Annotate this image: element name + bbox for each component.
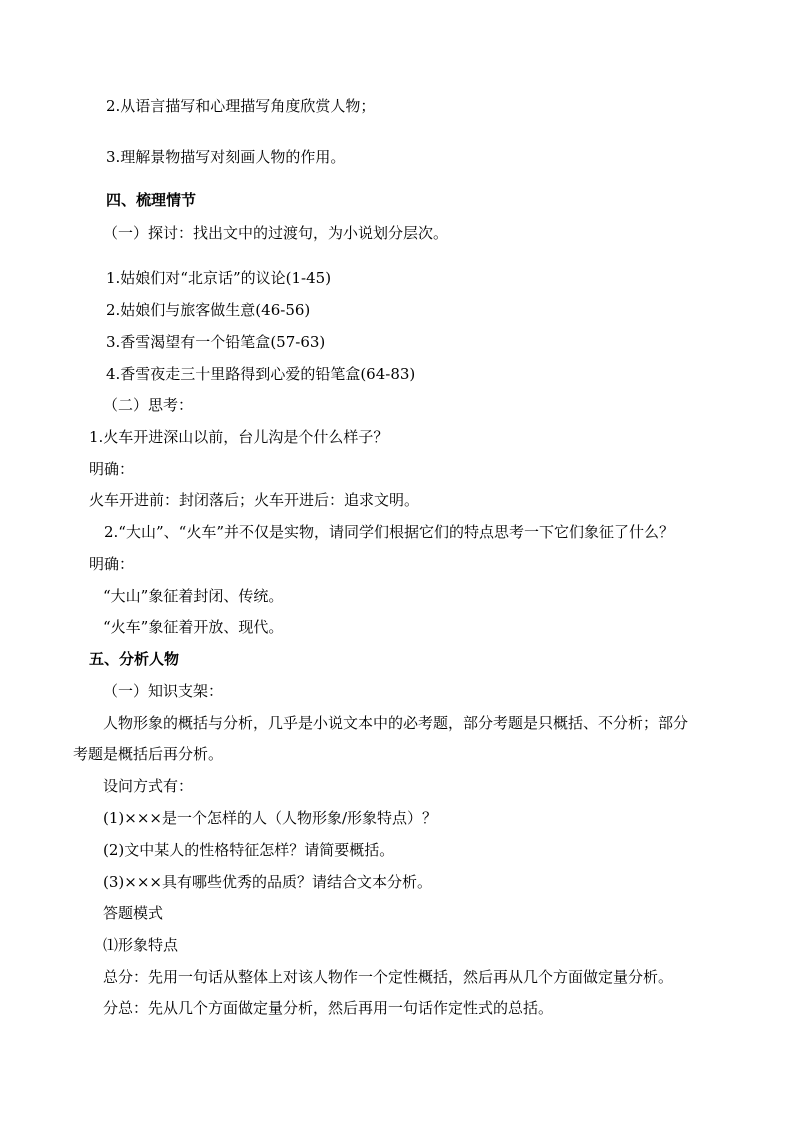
answer-mode-total-split: 总分：先用一句话从整体上对该人物作一个定性概括，然后再从几个方面做定量分析。	[103, 968, 674, 986]
answer-label-1: 明确：	[89, 460, 135, 478]
answer-1: 火车开进前：封闭落后；火车开进后：追求文明。	[89, 491, 420, 509]
answer-2a: “大山”象征着封闭、传统。	[103, 587, 284, 605]
section-heading-character: 五、分析人物	[89, 650, 180, 668]
question-style-1: (1)×××是一个怎样的人（人物形象/形象特点）？	[103, 809, 438, 827]
objective-3: 3.理解景物描写对刻画人物的作用。	[106, 148, 346, 166]
subheading-discuss: （一）探讨：找出文中的过渡句，为小说划分层次。	[103, 224, 449, 242]
plot-item-3: 3.香雪渴望有一个铅笔盒(57-63)	[106, 333, 326, 351]
answer-mode-label: 答题模式	[103, 904, 164, 922]
question-1: 1.火车开进深山以前，台儿沟是个什么样子？	[89, 428, 389, 446]
plot-item-2: 2.姑娘们与旅客做生意(46-56)	[106, 301, 311, 319]
question-style-2: (2)文中某人的性格特征怎样？请简要概括。	[103, 841, 395, 859]
question-styles-label: 设问方式有：	[103, 777, 194, 795]
answer-mode-item-1: ⑴形象特点	[103, 936, 179, 954]
subheading-think: （二）思考：	[103, 396, 194, 414]
answer-label-2: 明确：	[89, 555, 135, 573]
objective-2: 2.从语言描写和心理描写角度欣赏人物；	[106, 97, 376, 115]
plot-item-4: 4.香雪夜走三十里路得到心爱的铅笔盒(64-83)	[106, 365, 416, 383]
question-style-3: (3)×××具有哪些优秀的品质？请结合文本分析。	[103, 873, 432, 891]
answer-mode-split-total: 分总：先从几个方面做定量分析，然后再用一句话作定性式的总括。	[103, 999, 554, 1017]
paragraph-line-2: 考题是概括后再分析。	[73, 745, 224, 763]
plot-item-1: 1.姑娘们对“北京话”的议论(1-45)	[106, 269, 332, 287]
question-2: 2.“大山”、“火车”并不仅是实物，请同学们根据它们的特点思考一下它们象征了什么？	[104, 523, 674, 541]
subheading-knowledge: （一）知识支架：	[103, 682, 224, 700]
paragraph-line-1: 人物形象的概括与分析，几乎是小说文本中的必考题，部分考题是只概括、不分析；部分	[103, 714, 689, 732]
section-heading-plot: 四、梳理情节	[106, 191, 197, 209]
answer-2b: “火车”象征着开放、现代。	[103, 618, 284, 636]
